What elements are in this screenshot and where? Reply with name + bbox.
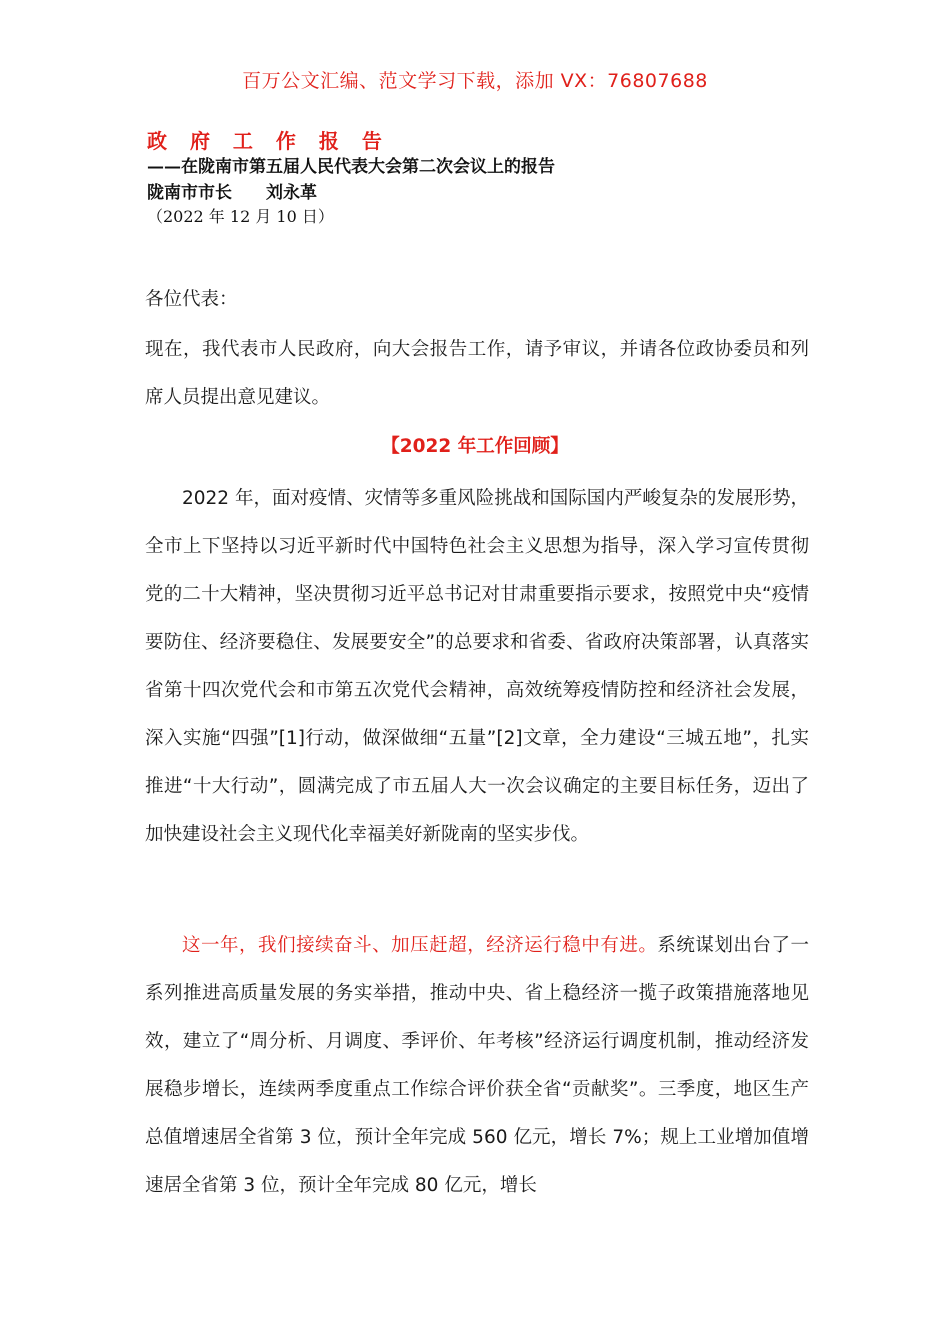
- report-title: 政 府 工 作 报 告: [147, 129, 390, 153]
- header-banner: 百万公文汇编、范文学习下载，添加 VX：76807688: [242, 70, 708, 92]
- report-subtitle: ——在陇南市第五届人民代表大会第二次会议上的报告: [147, 157, 555, 177]
- section-heading: 【2022 年工作回顾】: [381, 436, 569, 457]
- paragraph-economy-body: 系统谋划出台了一系列推进高质量发展的务实举措，推动中央、省上稳经济一揽子政策措施落地见效，建立了“周分析、月调度、季评价、年考核”经济运行调度机制，推动经济发展稳步增长，连续两季度重点工作综合评价获全省“贡献奖”。三季度，地区生产总值增速居全省第 3 位，预计全年完成 560 亿元，增长 7%；规上工业增加值增速居全省第 3 位，预计全年完成 80 亿元，增长: [145, 935, 809, 1196]
- paragraph-economy: [145, 922, 809, 1210]
- intro-paragraph: 现在，我代表市人民政府，向大会报告工作，请予审议，并请各位政协委员和列席人员提出意见建议。: [145, 339, 809, 408]
- report-date: （2022 年 12 月 10 日）: [147, 207, 334, 226]
- paragraph-lead-highlight: 这一年，我们接续奋斗、加压赶超，经济运行稳中有进。: [182, 935, 658, 956]
- report-author: 陇南市市长 刘永革: [147, 183, 317, 203]
- greeting: 各位代表：: [145, 289, 238, 310]
- paragraph-review: 2022 年，面对疫情、灾情等多重风险挑战和国际国内严峻复杂的发展形势，全市上下坚持以习近平新时代中国特色社会主义思想为指导，深入学习宣传贯彻党的二十大精神，坚决贯彻习近平总书记对甘肃重要指示要求，按照党中央“疫情要防住、经济要稳住、发展要安全”的总要求和省委、省政府决策部署，认真落实省第十四次党代会和市第五次党代会精神，高效统筹疫情防控和经济社会发展，深入实施“四强”[1]行动，做深做细“五量”[2]文章，全力建设“三城五地”，扎实推进“十大行动”，圆满完成了市五届人大一次会议确定的主要目标任务，迈出了加快建设社会主义现代化幸福美好新陇南的坚实步伐。: [145, 488, 809, 845]
